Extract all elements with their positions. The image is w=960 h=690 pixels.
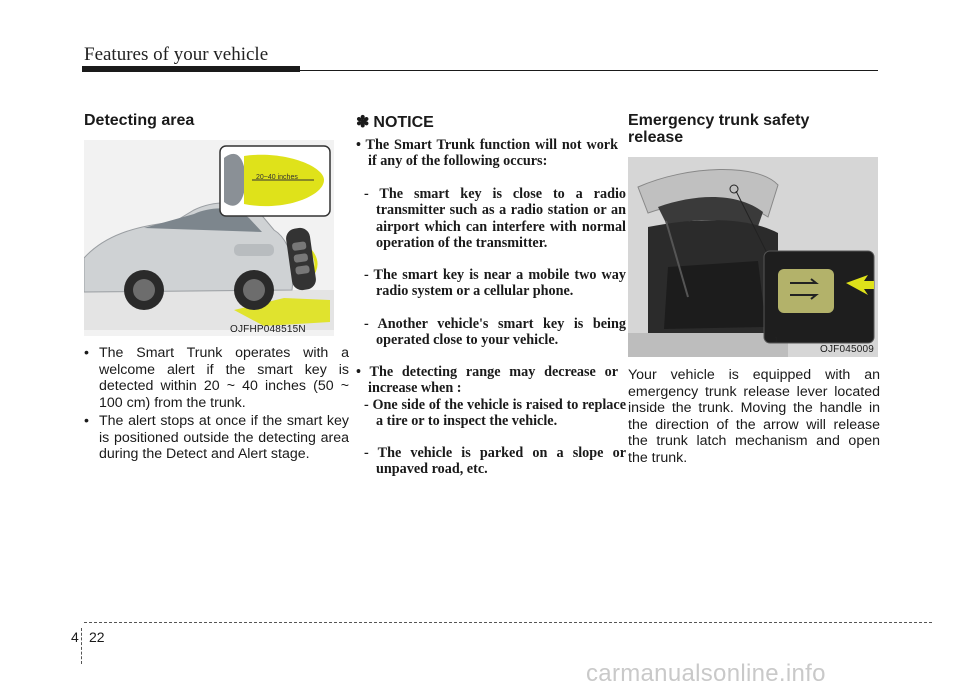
bullet-item xyxy=(84,413,349,463)
bullet-text: The alert stops at once if the smart key is positioned outside the detecting area during the Detect and Alert stage. xyxy=(99,413,349,462)
zone-distance-label: 20~40 inches xyxy=(256,174,298,181)
trunk-illustration xyxy=(628,157,878,357)
figure-caption: OJF045009 xyxy=(820,344,875,355)
notice-subitem: - One side of the vehicle is raised to replace a tire or to inspect the vehicle. xyxy=(364,397,626,430)
bullet-text: The Smart Trunk operates with a welcome alert if the smart key is detected within 20 ~ 40 inches (50 ~ 100 cm) from the trunk. xyxy=(99,345,349,411)
notice-subitem: - The smart key is close to a radio transmitter such as a radio station or an airport which can interfere with normal operation of the transmitter. xyxy=(364,186,626,252)
trunk-release-figure xyxy=(628,157,878,357)
notice-bullet: • The Smart Trunk function will not work if any of the following occurs: xyxy=(356,137,618,170)
page-number: 22 xyxy=(89,629,105,645)
detecting-area-heading: Detecting area xyxy=(84,112,195,129)
watermark: carmanualsonline.info xyxy=(586,660,826,687)
header-rule xyxy=(300,70,878,71)
bullet-item xyxy=(84,345,349,411)
emergency-release-heading xyxy=(628,112,809,146)
page-header-title: Features of your vehicle xyxy=(84,44,269,65)
header-bar xyxy=(82,66,300,72)
footer-rule xyxy=(84,622,932,623)
notice-bullet: • The detecting range may decrease or increase when : xyxy=(356,364,618,397)
bullet-dot: • xyxy=(84,413,89,429)
notice-star-icon: ✽ xyxy=(356,114,370,131)
notice-subitem: - Another vehicle's smart key is being operated close to your vehicle. xyxy=(364,316,626,349)
footer-divider xyxy=(81,628,82,664)
bullet-dot: • xyxy=(84,345,89,361)
heading-line: release xyxy=(628,129,684,146)
notice-subitem: - The vehicle is parked on a slope or unpaved road, etc. xyxy=(364,445,626,478)
detecting-area-figure xyxy=(84,140,334,336)
notice-subitem: - The smart key is near a mobile two way radio system or a cellular phone. xyxy=(364,267,626,300)
detecting-area-illustration xyxy=(84,140,334,336)
notice-heading-text: NOTICE xyxy=(373,114,434,131)
heading-line: Emergency trunk safety xyxy=(628,112,810,129)
section-number: 4 xyxy=(71,629,79,645)
emergency-release-paragraph: Your vehicle is equipped with an emergency trunk release lever located inside the trunk. Moving the handle in the direction of the arrow will release the trunk latch mechanism and open the trunk. xyxy=(628,367,880,466)
figure-caption: OJFHP048515N xyxy=(230,324,306,335)
figure-marker: 1 xyxy=(774,337,778,344)
notice-heading xyxy=(356,112,434,132)
